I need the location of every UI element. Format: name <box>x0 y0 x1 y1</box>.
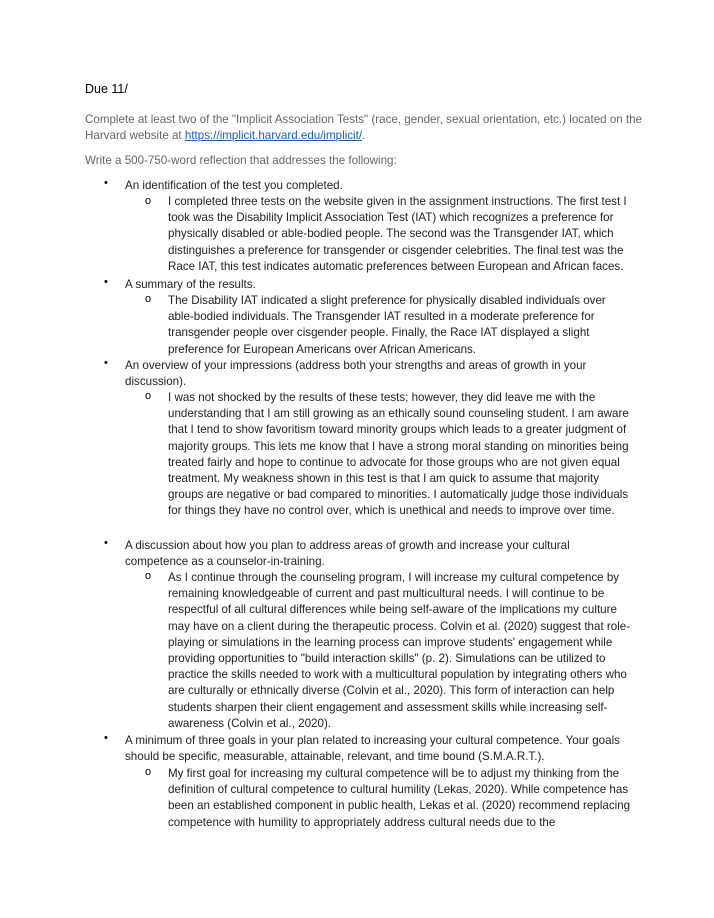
prompt-paragraph: Write a 500-750-word reflection that addresses the following: <box>85 154 397 167</box>
bullet-icon: • <box>104 537 108 549</box>
implicit-harvard-link[interactable]: https://implicit.harvard.edu/implicit/ <box>184 129 363 142</box>
list-item-test-identification: An identification of the test you completed. <box>125 179 343 192</box>
bullet-icon: • <box>104 276 108 288</box>
sub-bullet-icon: o <box>145 766 152 778</box>
list-item-impressions-overview: An overview of your impressions (address both your strengths and areas of growth in your discussion). <box>125 359 587 389</box>
intro-paragraph <box>85 112 645 144</box>
response-test-identification: I completed three tests on the website given in the assignment instructions. The first test I took was the Disability Implicit Association Test (IAT) which recognizes a preference for physically disabled or able-bodied people. The second was the Transgender IAT, which distinguishes a preference for transgender or cisgender celebrities. The final test was the Race IAT, this test indicates automatic preferences between European and African faces. <box>168 195 627 273</box>
due-heading: Due 11/ <box>85 82 128 96</box>
sub-bullet-icon: o <box>145 293 152 305</box>
list-item-results-summary: A summary of the results. <box>125 278 256 291</box>
intro-period: . <box>362 129 366 142</box>
response-results-summary: The Disability IAT indicated a slight preference for physically disabled individuals over able-bodied individuals. The Transgender IAT resulted in a moderate preference for transgender people over cisgender people. Finally, the Race IAT displayed a slight preference for European Americans over African Americans. <box>168 294 606 356</box>
sub-bullet-icon: o <box>145 390 152 402</box>
bullet-icon: • <box>104 357 108 369</box>
intro-text: Complete at least two of the "Implicit Association Tests" (race, gender, sexual orientation, etc.) located on the Harvard website at <box>85 113 643 142</box>
list-item-smart-goals: A minimum of three goals in your plan related to increasing your cultural competence. Your goals should be specific, measurable, attainable, relevant, and time bound (S.M.A.R.T.). <box>125 734 620 764</box>
list-item-growth-discussion: A discussion about how you plan to address areas of growth and increase your cultural competence as a counselor-in-training. <box>125 539 570 569</box>
response-impressions-overview: I was not shocked by the results of these tests; however, they did leave me with the understanding that I am still growing as an ethically sound counseling student. I am aware that I tend to show favoritism toward minority groups which leads to a greater judgment of majority groups. This lets me know that I have a strong moral standing on minorities being treated fairly and hope to continue to advocate for those groups who are not given equal treatment. My weakness shown in this test is that I am quick to assume that majority groups are negative or bad compared to minorities. I automatically judge those individuals for things they have no control over, which is unethical and needs to improve over time. <box>168 391 629 518</box>
response-smart-goals: My first goal for increasing my cultural competence will be to adjust my thinking from the definition of cultural competence to cultural humility (Lekas, 2020). While competence has been an established component in public health, Lekas et al. (2020) recommend replacing competence with humility to appropriately address cultural needs due to the <box>168 767 631 829</box>
sub-bullet-icon: o <box>145 195 152 207</box>
bullet-icon: • <box>104 177 108 189</box>
bullet-icon: • <box>104 732 108 744</box>
response-growth-discussion: As I continue through the counseling program, I will increase my cultural competence by remaining knowledgeable of current and past multicultural needs. I will continue to be respectful of all cultural differences while being self-aware of the implications my culture may have on a client during the therapeutic process. Colvin et al. (2020) suggest that role-playing or simulations in the learning process can improve students' engagement while providing opportunities to "build interaction skills" (p. 2). Simulations can be utilized to practice the skills needed to work with a multicultural population by integrating others who are culturally or ethnically diverse (Colvin et al., 2020). This form of interaction can help students sharpen their client engagement and assessment skills while increasing self-awareness (Colvin et al., 2020). <box>168 571 631 730</box>
sub-bullet-icon: o <box>145 570 152 582</box>
